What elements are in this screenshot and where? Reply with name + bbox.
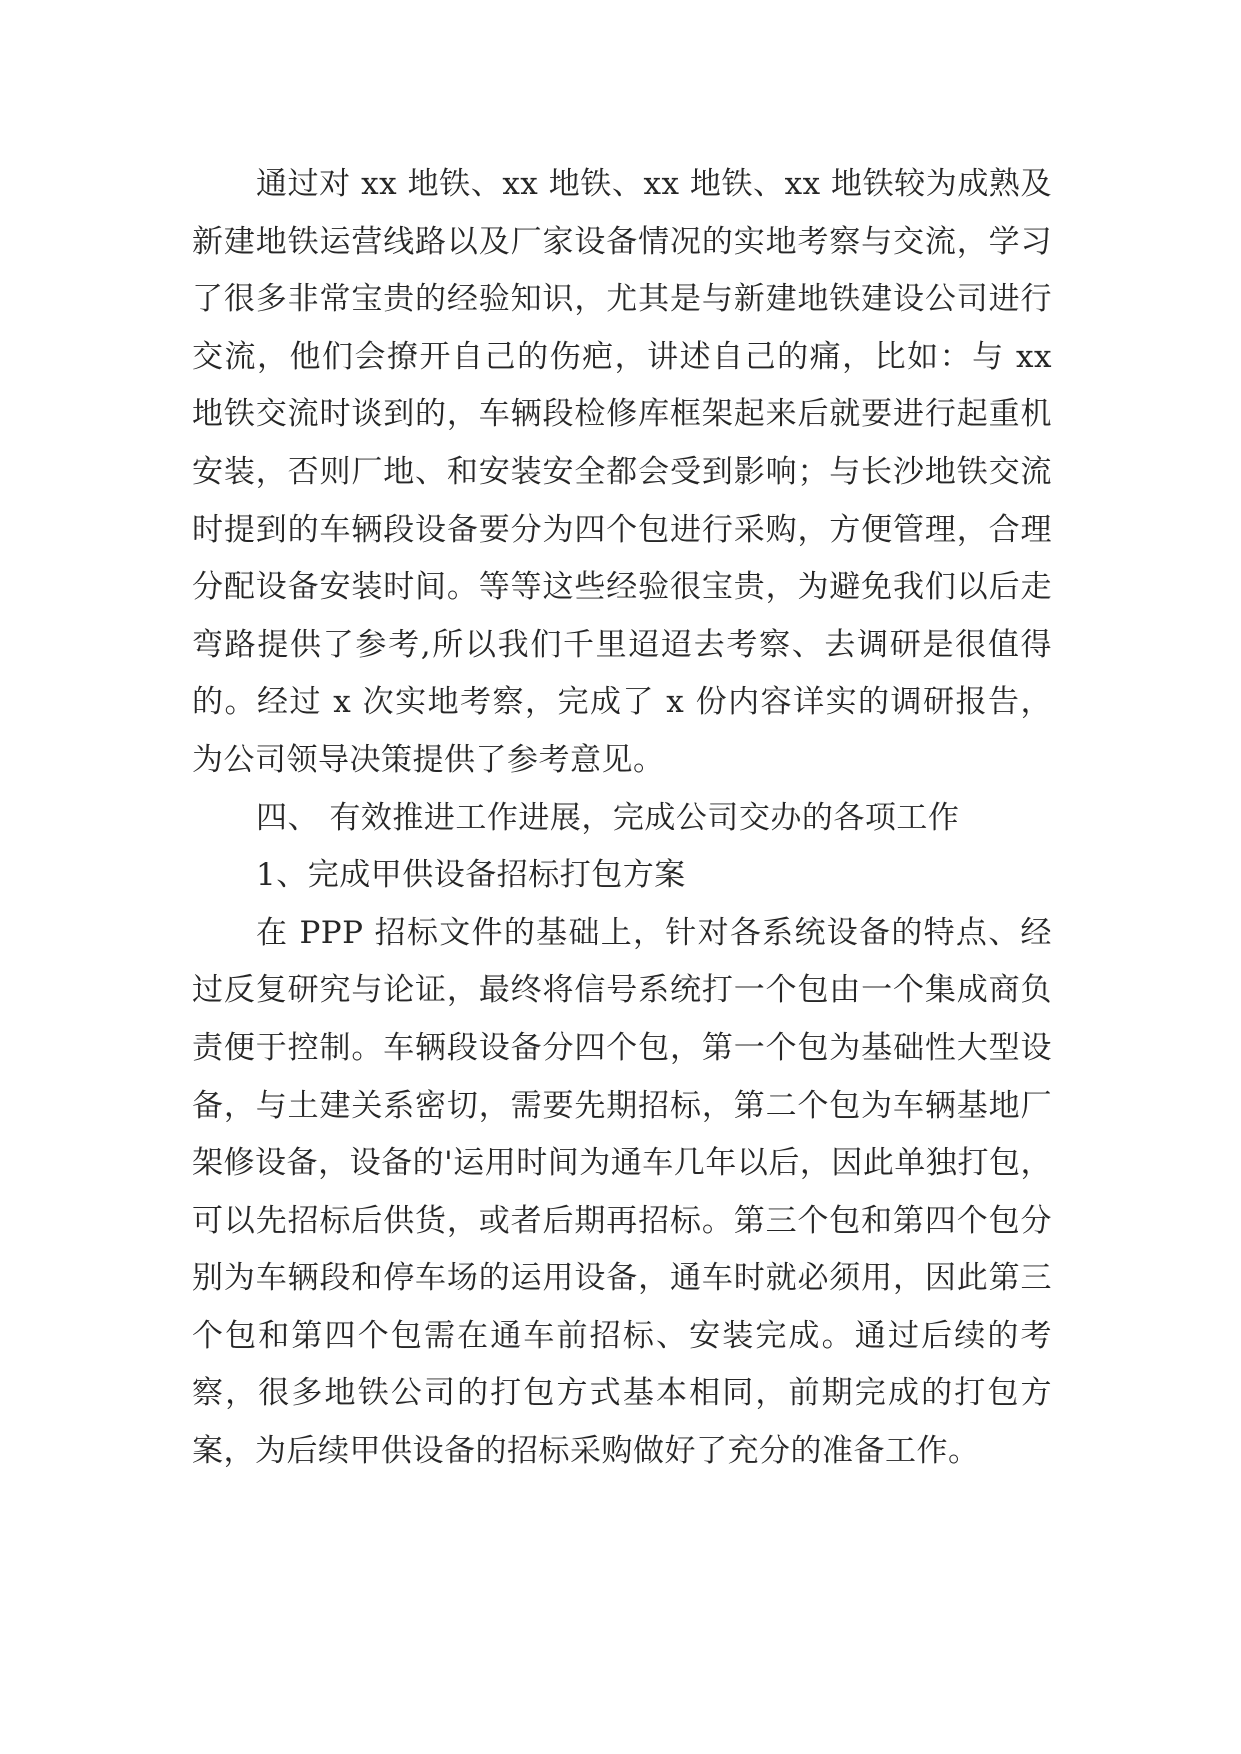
section-heading-four: 四、 有效推进工作进展，完成公司交办的各项工作 [256, 799, 960, 836]
paragraph-bidding-packages: 在 PPP 招标文件的基础上，针对各系统设备的特点、经过反复研究与论证，最终将信号系统打一个包由一个集成商负责便于控制。车辆段设备分四个包，第一个包为基础性大型设备，与土建关系密切，需要先期招标，第二个包为车辆基地厂架修设备，设备的'运用时间为通车几年以后，因此单独打包，可以先招标后供货，或者后期再招标。第三个包和第四个包分别为车辆段和停车场的运用设备，通车时就必须用，因此第三个包和第四个包需在通车前招标、安装完成。通过后续的考察，很多地铁公司的打包方式基本相同，前期完成的打包方案，为后续甲供设备的招标采购做好了充分的准备工作。 [192, 914, 1052, 1470]
paragraph-site-visits: 通过对 xx 地铁、xx 地铁、xx 地铁、xx 地铁较为成熟及新建地铁运营线路以及厂家设备情况的实地考察与交流，学习了很多非常宝贵的经验知识，尤其是与新建地铁建设公司进行交流，他们会撩开自己的伤疤，讲述自己的痛，比如：与 xx 地铁交流时谈到的，车辆段检修库框架起来后就要进行起重机安装，否则厂地、和安装安全都会受到影响；与长沙地铁交流时提到的车辆段设备要分为四个包进行采购，方便管理，合理分配设备安装时间。等等这些经验很宝贵，为避免我们以后走弯路提供了参考,所以我们千里迢迢去考察、去调研是很值得的。经过 x 次实地考察，完成了 x 份内容详实的调研报告，为公司领导决策提供了参考意见。 [192, 166, 1052, 778]
document-body [192, 156, 1052, 1481]
subsection-heading-one: 1、完成甲供设备招标打包方案 [256, 857, 686, 894]
